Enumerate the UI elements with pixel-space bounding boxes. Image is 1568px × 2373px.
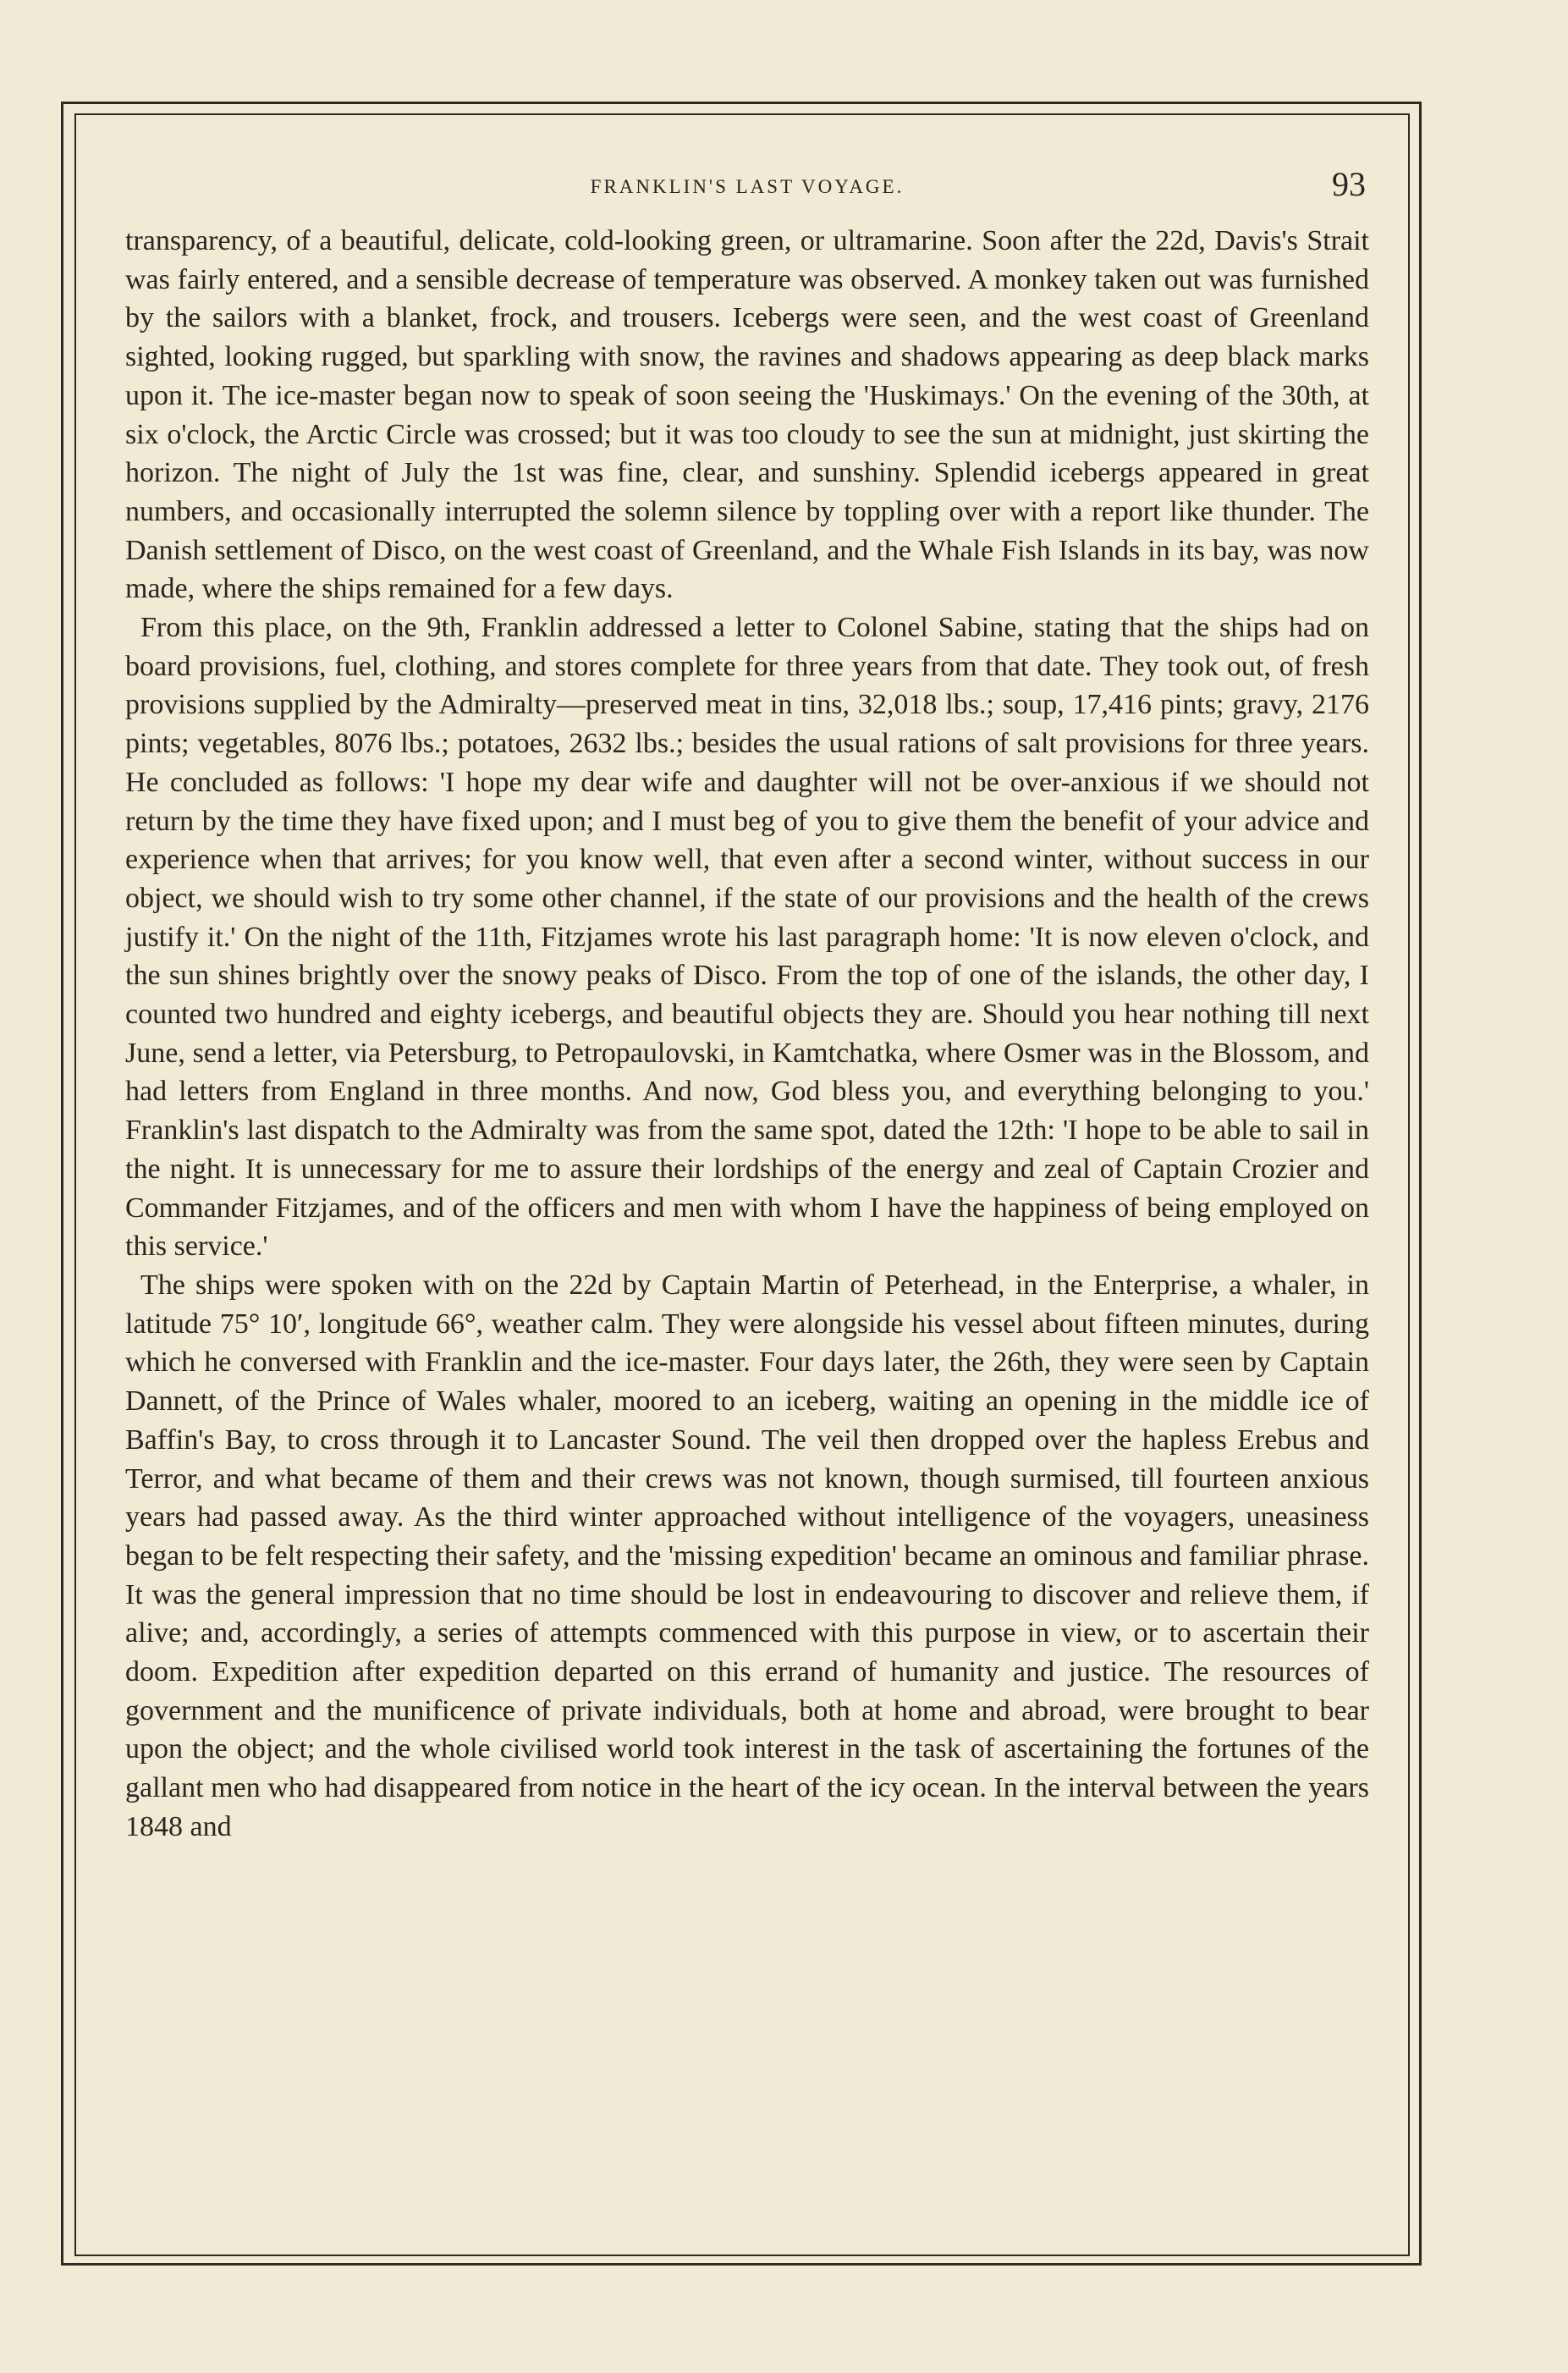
page-number: 93 <box>1332 165 1366 203</box>
body-text <box>125 222 1369 1847</box>
paragraph-1: transparency, of a beautiful, delicate, cold-looking green, or ultramarine. Soon after the 22d, Davis's Strait was fairly entered, and a sensible decrease of temperature was observed. A monkey taken out was furnished by the sailors with a blanket, frock, and trousers. Icebergs were seen, and the west coast of Greenland sighted, looking rugged, but sparkling with snow, the ravines and shadows appearing as deep black marks upon it. The ice-master began now to speak of soon seeing the 'Huskimays.' On the evening of the 30th, at six o'clock, the Arctic Circle was crossed; but it was too cloudy to see the sun at midnight, just skirting the horizon. The night of July the 1st was fine, clear, and sunshiny. Splendid icebergs appeared in great numbers, and occasionally interrupted the solemn silence by toppling over with a report like thunder. The Danish settlement of Disco, on the west coast of Greenland, and the Whale Fish Islands in its bay, was now made, where the ships remained for a few days. <box>125 225 1369 605</box>
running-head: FRANKLIN'S LAST VOYAGE. <box>590 176 905 197</box>
paragraph-3: The ships were spoken with on the 22d by Captain Martin of Peterhead, in the Enterprise, a whaler, in latitude 75° 10′, longitude 66°, weather calm. They were alongside his vessel about fifteen minutes, during which he conversed with Franklin and the ice-master. Four days later, the 26th, they were seen by Captain Dannett, of the Prince of Wales whaler, moored to an iceberg, waiting an opening in the middle ice of Baffin's Bay, to cross through it to Lancaster Sound. The veil then dropped over the hapless Erebus and Terror, and what became of them and their crews was not known, though surmised, till fourteen anxious years had passed away. As the third winter approached without intelligence of the voyagers, uneasiness began to be felt respecting their safety, and the 'missing expedition' became an ominous and familiar phrase. It was the general impression that no time should be lost in endeavouring to discover and relieve them, if alive; and, accordingly, a series of attempts commenced with this purpose in view, or to ascertain their doom. Expedition after expedition departed on this errand of humanity and justice. The resources of government and the munificence of private individuals, both at home and abroad, were brought to bear upon the object; and the whole civilised world took interest in the task of ascertaining the fortunes of the gallant men who had disappeared from notice in the heart of the icy ocean. In the interval between the years 1848 and <box>125 1269 1369 1842</box>
page-header <box>125 161 1369 212</box>
paragraph-2: From this place, on the 9th, Franklin addressed a letter to Colonel Sabine, stating that the ships had on board provisions, fuel, clothing, and stores complete for three years from that date. They took out, of fresh provisions supplied by the Admiralty—preserved meat in tins, 32,018 lbs.; soup, 17,416 pints; gravy, 2176 pints; vegetables, 8076 lbs.; potatoes, 2632 lbs.; besides the usual rations of salt provisions for three years. He concluded as follows: 'I hope my dear wife and daughter will not be over-anxious if we should not return by the time they have fixed upon; and I must beg of you to give them the benefit of your advice and experience when that arrives; for you know well, that even after a second winter, without success in our object, we should wish to try some other channel, if the state of our provisions and the health of the crews justify it.' On the night of the 11th, Fitzjames wrote his last paragraph home: 'It is now eleven o'clock, and the sun shines brightly over the snowy peaks of Disco. From the top of one of the islands, the other day, I counted two hundred and eighty icebergs, and beautiful objects they are. Should you hear nothing till next June, send a letter, via Petersburg, to Petropaulovski, in Kamtchatka, where Osmer was in the Blossom, and had letters from England in three months. And now, God bless you, and everything belonging to you.' Franklin's last dispatch to the Admiralty was from the same spot, dated the 12th: 'I hope to be able to sail in the night. It is unnecessary for me to assure their lordships of the energy and zeal of Captain Crozier and Commander Fitzjames, and of the officers and men with whom I have the happiness of being employed on this service.' <box>125 612 1369 1263</box>
